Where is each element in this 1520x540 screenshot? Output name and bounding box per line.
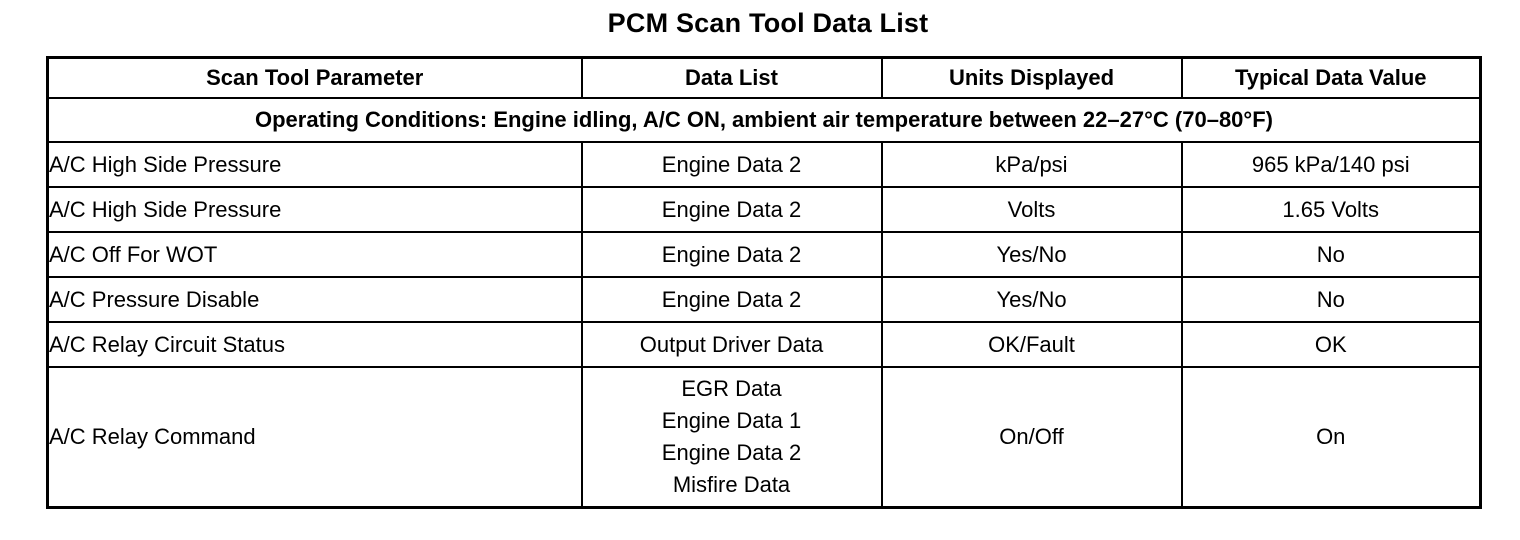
data-list-cell: Engine Data 2 bbox=[582, 277, 882, 322]
column-header-units: Units Displayed bbox=[882, 58, 1182, 99]
column-header-data-list: Data List bbox=[582, 58, 882, 99]
parameter-cell: A/C Relay Command bbox=[48, 367, 582, 508]
data-list-cell: Engine Data 2 bbox=[582, 142, 882, 187]
operating-conditions-row bbox=[48, 98, 1481, 142]
table-row bbox=[48, 277, 1481, 322]
table-row bbox=[48, 322, 1481, 367]
units-cell: kPa/psi bbox=[882, 142, 1182, 187]
typical-value-cell: OK bbox=[1182, 322, 1481, 367]
typical-value-cell: No bbox=[1182, 277, 1481, 322]
parameter-cell: A/C High Side Pressure bbox=[48, 187, 582, 232]
table-row bbox=[48, 367, 1481, 508]
units-cell: Yes/No bbox=[882, 277, 1182, 322]
table-row bbox=[48, 142, 1481, 187]
table-row bbox=[48, 187, 1481, 232]
parameter-cell: A/C Relay Circuit Status bbox=[48, 322, 582, 367]
typical-value-cell: On bbox=[1182, 367, 1481, 508]
units-cell: On/Off bbox=[882, 367, 1182, 508]
data-list-entry: EGR Data bbox=[681, 376, 782, 401]
data-list-cell: Engine Data 2 bbox=[582, 232, 882, 277]
page-title: PCM Scan Tool Data List bbox=[607, 8, 929, 38]
header-row bbox=[48, 58, 1481, 99]
column-header-parameter: Scan Tool Parameter bbox=[48, 58, 582, 99]
data-list-cell: Output Driver Data bbox=[582, 322, 882, 367]
data-list-entry: Engine Data 2 bbox=[661, 440, 802, 465]
parameter-cell: A/C Pressure Disable bbox=[48, 277, 582, 322]
data-list-cell: Engine Data 2 bbox=[582, 187, 882, 232]
parameter-cell: A/C High Side Pressure bbox=[48, 142, 582, 187]
table-row bbox=[48, 232, 1481, 277]
operating-conditions: Operating Conditions: Engine idling, A/C ON, ambient air temperature between 22–27°C (70–80°F) bbox=[48, 98, 1481, 142]
parameter-cell: A/C Off For WOT bbox=[48, 232, 582, 277]
data-list-entry: Engine Data 1 bbox=[661, 408, 802, 433]
data-list-cell bbox=[582, 367, 882, 508]
typical-value-cell: 965 kPa/140 psi bbox=[1182, 142, 1481, 187]
typical-value-cell: 1.65 Volts bbox=[1182, 187, 1481, 232]
units-cell: Volts bbox=[882, 187, 1182, 232]
units-cell: Yes/No bbox=[882, 232, 1182, 277]
data-list-entry: Misfire Data bbox=[672, 472, 791, 497]
scan-tool-data-table bbox=[46, 56, 1482, 509]
column-header-typical-value: Typical Data Value bbox=[1182, 58, 1481, 99]
typical-value-cell: No bbox=[1182, 232, 1481, 277]
units-cell: OK/Fault bbox=[882, 322, 1182, 367]
